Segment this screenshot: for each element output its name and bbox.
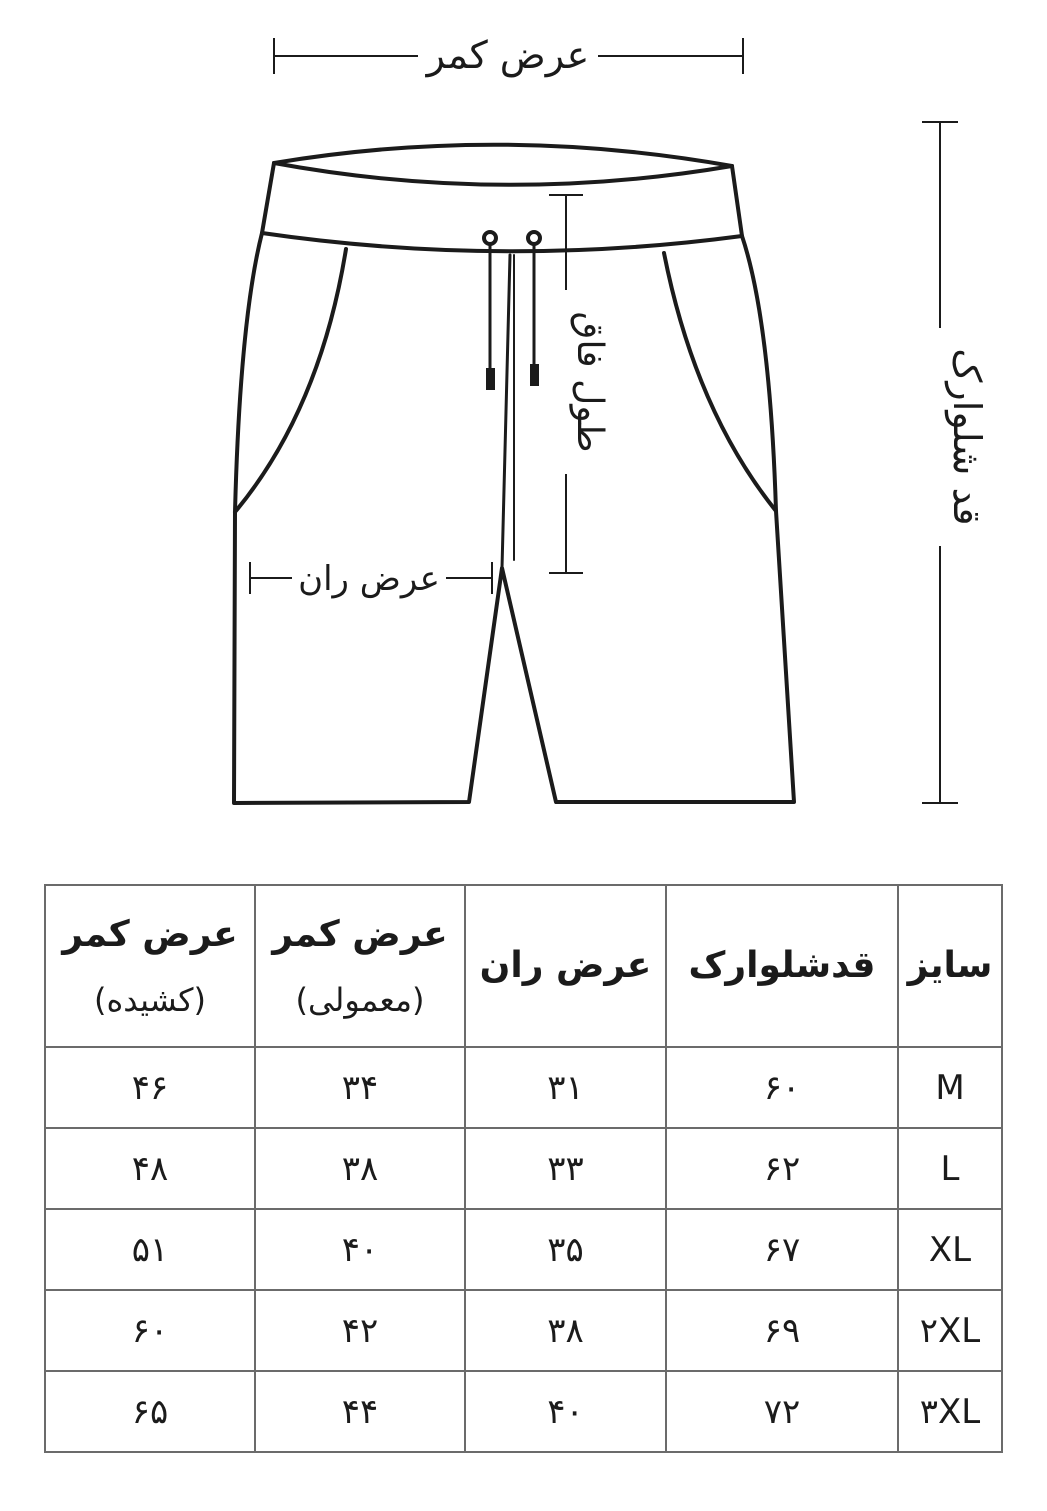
- header-sublabel: (کشیده): [94, 980, 206, 1019]
- size-table: [44, 884, 1003, 1453]
- cell-waist-stretched: ۶۵: [45, 1371, 255, 1452]
- header-shorts-length: [666, 885, 898, 1047]
- waistband-left: [262, 163, 274, 233]
- header-label: عرض کمر: [62, 914, 238, 956]
- header-sublabel: (معمولی): [295, 980, 425, 1019]
- table-row: [45, 1371, 1002, 1452]
- waistband-top: [274, 145, 732, 166]
- drawstring-tip-right: [530, 364, 539, 386]
- waistband-bottom: [262, 233, 742, 251]
- cell-size: ۲XL: [898, 1290, 1002, 1371]
- shorts-length-label: قد شلوارک: [945, 348, 989, 526]
- cell-waist-normal: ۴۲: [255, 1290, 465, 1371]
- cell-size: XL: [898, 1209, 1002, 1290]
- waistband-top-inner: [274, 163, 732, 185]
- cell-shorts-length: ۶۰: [666, 1047, 898, 1128]
- cell-waist-normal: ۳۸: [255, 1128, 465, 1209]
- right-pocket: [664, 253, 776, 511]
- drawstring-tip-left: [486, 368, 495, 390]
- cell-thigh-width: ۴۰: [465, 1371, 666, 1452]
- cell-shorts-length: ۷۲: [666, 1371, 898, 1452]
- cell-size: L: [898, 1128, 1002, 1209]
- header-label: قدشلوارک: [688, 944, 876, 986]
- header-waist-normal: [255, 885, 465, 1047]
- header-waist-stretched: [45, 885, 255, 1047]
- table-header-row: [45, 885, 1002, 1047]
- table-row: [45, 1290, 1002, 1371]
- cell-waist-stretched: ۴۸: [45, 1128, 255, 1209]
- cell-thigh-width: ۳۱: [465, 1047, 666, 1128]
- cell-size: ۳XL: [898, 1371, 1002, 1452]
- table-row: [45, 1128, 1002, 1209]
- waistband-right: [732, 166, 742, 236]
- cell-thigh-width: ۳۳: [465, 1128, 666, 1209]
- drawstring-eyelet-right: [528, 232, 540, 244]
- thigh-width-label: عرض ران: [298, 559, 440, 599]
- cell-shorts-length: ۶۹: [666, 1290, 898, 1371]
- header-label: سایز: [907, 944, 993, 986]
- table-row: [45, 1047, 1002, 1128]
- header-size: [898, 885, 1002, 1047]
- cell-shorts-length: ۶۲: [666, 1128, 898, 1209]
- header-label: عرض ران: [479, 944, 652, 986]
- header-thigh-width: [465, 885, 666, 1047]
- cell-size: M: [898, 1047, 1002, 1128]
- drawstring-eyelet-left: [484, 232, 496, 244]
- cell-waist-normal: ۴۴: [255, 1371, 465, 1452]
- cell-shorts-length: ۶۷: [666, 1209, 898, 1290]
- waist-width-label: عرض کمر: [426, 33, 590, 77]
- cell-waist-normal: ۴۰: [255, 1209, 465, 1290]
- cell-thigh-width: ۳۵: [465, 1209, 666, 1290]
- fly-line: [502, 255, 510, 568]
- rise-length-label: طول فاق: [569, 311, 610, 453]
- cell-thigh-width: ۳۸: [465, 1290, 666, 1371]
- cell-waist-stretched: ۵۱: [45, 1209, 255, 1290]
- table-row: [45, 1209, 1002, 1290]
- cell-waist-stretched: ۴۶: [45, 1047, 255, 1128]
- cell-waist-stretched: ۶۰: [45, 1290, 255, 1371]
- cell-waist-normal: ۳۴: [255, 1047, 465, 1128]
- header-label: عرض کمر: [272, 914, 448, 956]
